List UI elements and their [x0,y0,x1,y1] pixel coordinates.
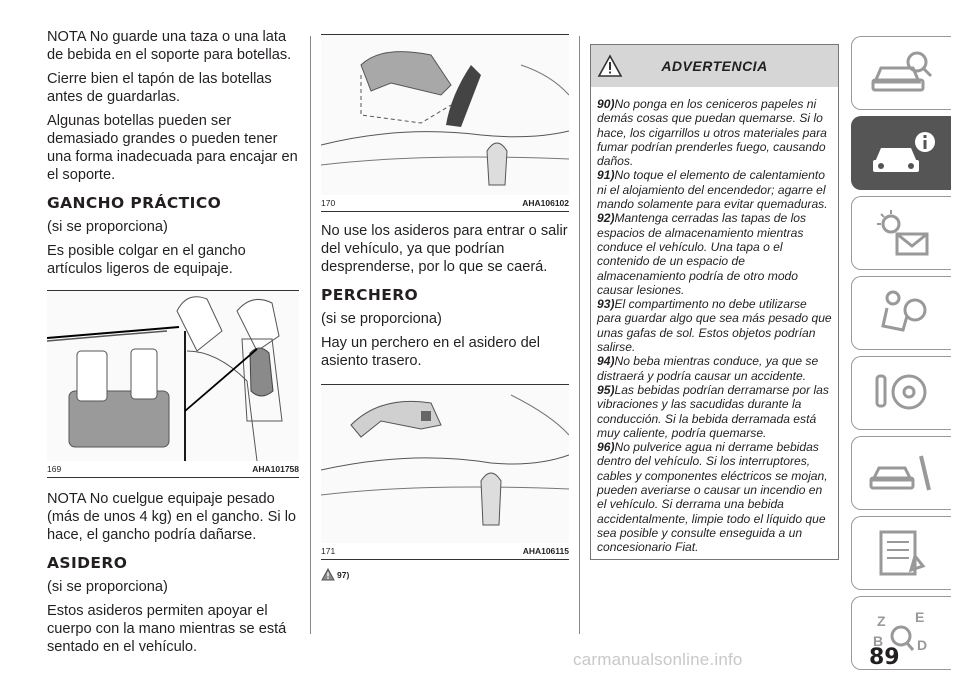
figure-code: AHA101758 [252,464,299,474]
warning-item [597,168,832,211]
warning-lights-icon [867,206,937,260]
warning-item [597,354,832,383]
warning-box [590,44,839,560]
warning-header [591,45,838,87]
tab-alphabet-index[interactable] [851,596,951,670]
svg-text:D: D [916,637,927,653]
warning-item-number: 95) [597,382,615,397]
warning-item [597,440,832,554]
svg-text:Z: Z [876,613,886,629]
tab-checklist[interactable] [851,516,951,590]
paragraph-coat-hook: Hay un perchero en el asidero del asiento trasero. [321,335,541,369]
coat-hook-illustration [321,385,569,543]
column-left [47,28,299,662]
warning-reference-number: 97) [337,569,350,580]
warning-item [597,297,832,354]
tab-car-service[interactable] [851,436,951,510]
warning-item-text: Mantenga cerradas las tapas de los espacios de almacenamiento mientras conduce el vehículo. Una tapa o el contenido de un espacio de almacenamiento podría de otro modo causar lesiones. [597,211,807,297]
warning-item-number: 90) [597,97,615,111]
tab-airbag-seat[interactable] [851,276,951,350]
warning-title: ADVERTENCIA [661,58,768,74]
paragraph-bottle-size: Algunas botellas pueden ser demasiado grandes o pueden tener una forma inadecuada para encajar en el soporte. [47,113,298,183]
heading-perchero: PERCHERO [321,286,419,304]
warning-item-text: Las bebidas podrían derramarse por las vibraciones y las sacudidas durante la conducción. Si la bebida derramada está muy caliente, podría quemarse. [597,382,829,440]
figure-171-caption [321,543,569,559]
paragraph-optional: (si se proporciona) [47,219,168,235]
note-bottle: NOTA No guarde una taza o una lata de bebida en el soporte para botellas. [47,29,292,63]
warning-item-text: No toque el elemento de calentamiento ni el alojamiento del encendedor; agarre el mando solamente para evitar quemaduras. [597,168,828,212]
column-middle [321,34,569,581]
figure-170 [321,34,569,212]
figure-number: 171 [321,546,336,556]
note-heavy-luggage: NOTA No cuelgue equipaje pesado (más de unos 4 kg) en el gancho. Si lo hace, el gancho podría dañarse. [47,491,297,543]
figure-170-caption [321,195,569,211]
column-right [590,44,839,560]
warning-item-text: No ponga en los ceniceros papeles ni demás cosas que puedan quemarse. Si lo hace, los cigarrillos u otros materiales para fumar podrían prenderles fuego, causando daños. [597,97,827,169]
warning-item-number: 92) [597,211,615,226]
warning-item-text: No beba mientras conduce, ya que se distraerá y podría causar un accidente. [597,354,819,383]
warning-triangle-icon [597,54,623,78]
paragraph-grab-handle: Estos asideros permiten apoyar el cuerpo con la mano mientras se está sentado en el vehículo. [47,603,287,655]
warning-item-number: 94) [597,354,615,369]
paragraph-optional-2: (si se proporciona) [47,579,168,595]
paragraph-cap: Cierre bien el tapón de las botellas antes de guardarlas. [47,71,272,105]
warning-reference [321,568,569,581]
key-steering-icon [867,366,937,420]
car-service-icon [867,446,937,500]
car-search-icon [867,46,937,100]
warning-item [597,97,832,168]
column-divider-2 [579,36,580,634]
warning-item-number: 96) [597,440,615,455]
checklist-icon [867,526,937,580]
tab-warning-lights[interactable] [851,196,951,270]
warning-item-number: 93) [597,297,615,312]
warning-item [597,383,832,440]
figure-code: AHA106102 [522,198,569,208]
hook-illustration [47,291,299,461]
grab-handle-illustration [321,35,569,195]
chapter-sidebar [851,36,951,676]
warning-triangle-icon [321,568,335,581]
airbag-seat-icon [867,286,937,340]
page-number: 89 [869,645,900,670]
warning-list [591,87,838,559]
svg-text:E: E [914,609,924,625]
warning-item-text: No pulverice agua ni derrame bebidas dentro del vehículo. Si los interruptores, cables y componentes eléctricos se mojan, pueden averiarse o causar un incendio en el vehículo. Si derrama una bebida accidentalmente, limpie todo el líquido que sea posible y consulte enseguida a un concesionario Fiat. [597,440,828,555]
warning-item [597,211,832,297]
tab-key-steering[interactable] [851,356,951,430]
heading-asidero: ASIDERO [47,554,128,572]
figure-171 [321,384,569,560]
figure-code: AHA106115 [522,546,569,556]
heading-gancho: GANCHO PRÁCTICO [47,194,222,212]
figure-number: 169 [47,464,62,474]
svg-text:B: B [872,633,883,649]
column-divider [310,36,311,634]
tab-car-info[interactable] [851,116,951,190]
warning-item-text: El compartimento no debe utilizarse para guardar algo que sea más pesado que unas gafas de sol. Estos objetos podrían salirse. [597,297,832,355]
paragraph-hook: Es posible colgar en el gancho artículos ligeros de equipaje. [47,243,246,277]
paragraph-grab-handle-warning: No use los asideros para entrar o salir del vehículo, ya que podrían desprenderse, por lo que se caerá. [321,223,568,275]
figure-number: 170 [321,198,336,208]
warning-item-number: 91) [597,168,615,183]
figure-169-caption [47,461,299,477]
figure-169 [47,290,299,478]
car-info-icon [867,126,937,180]
tab-car-search[interactable] [851,36,951,110]
watermark: carmanualsonline.info [573,650,743,669]
paragraph-optional-3: (si se proporciona) [321,311,442,327]
